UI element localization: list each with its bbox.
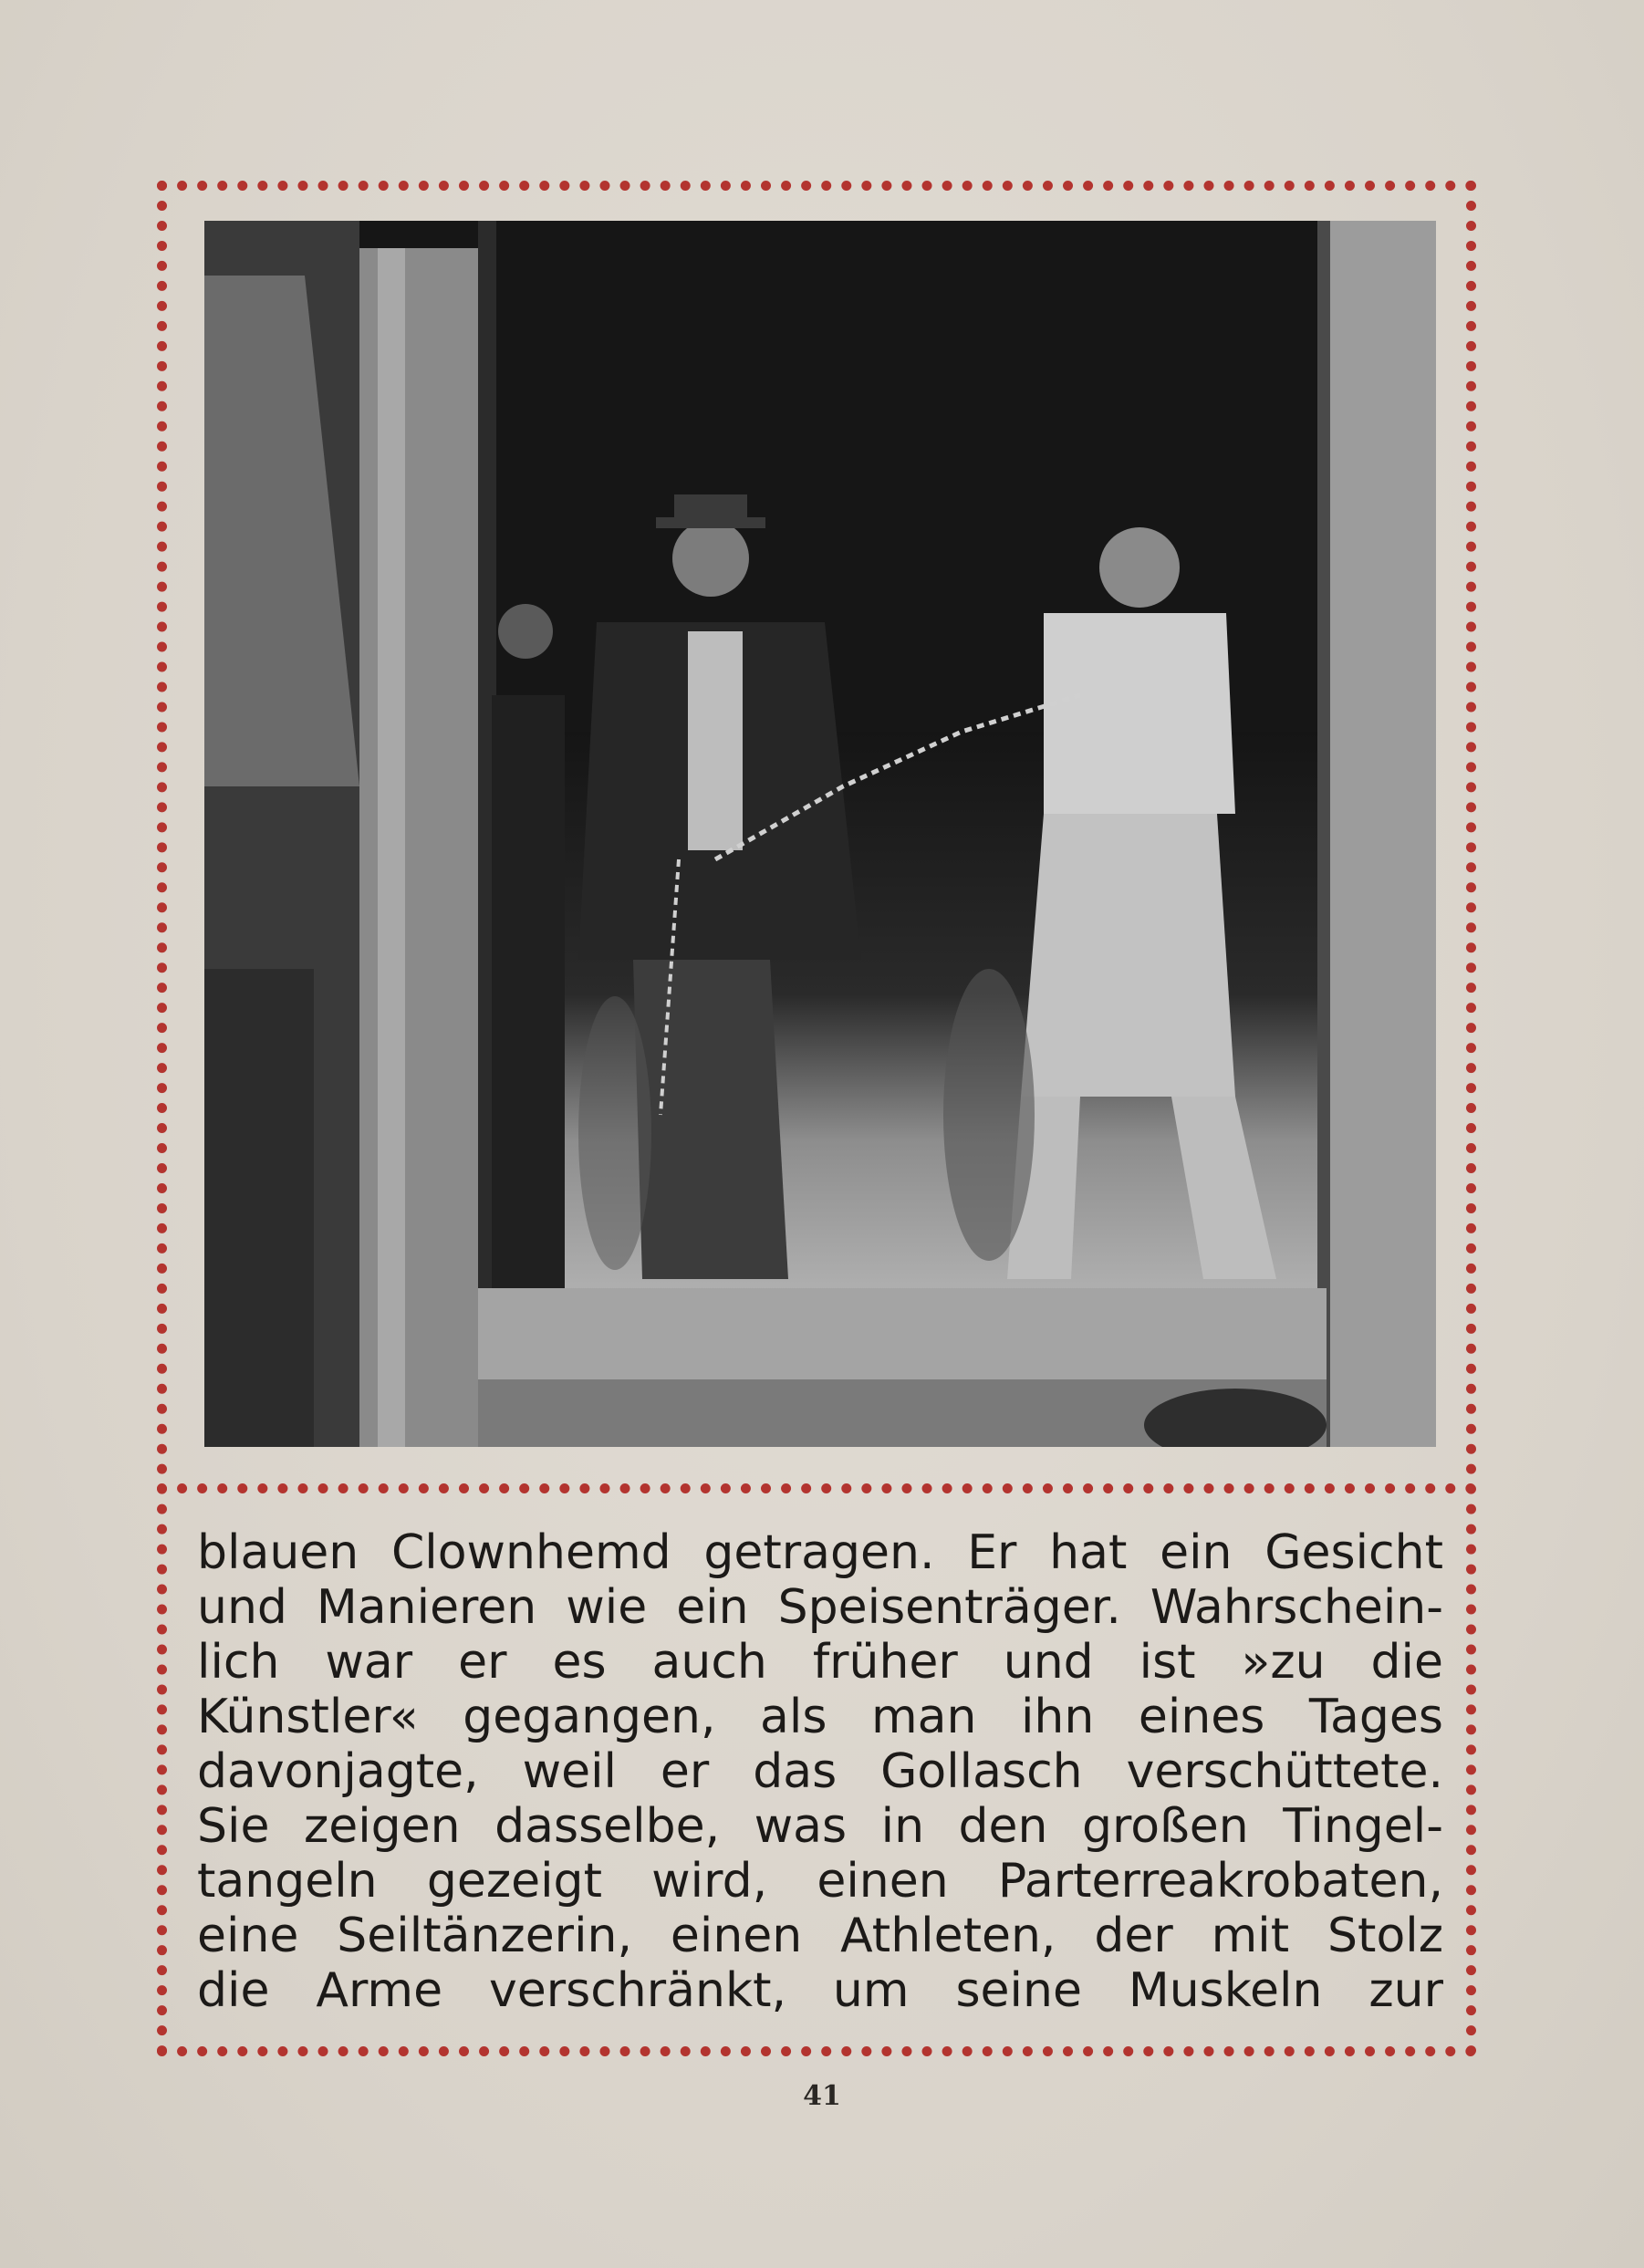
text-line: und Manieren wie ein Speisenträger. Wahrschein-	[197, 1580, 1443, 1635]
text-line: Sie zeigen dasselbe, was in den großen Tingel-	[197, 1799, 1443, 1854]
body-text	[197, 1525, 1443, 2018]
text-line: blauen Clownhemd getragen. Er hat ein Gesicht	[197, 1525, 1443, 1580]
text-line: die Arme verschränkt, um seine Muskeln zur	[197, 1963, 1443, 2018]
text-line: davonjagte, weil er das Gollasch verschüttete.	[197, 1744, 1443, 1799]
page-number: 41	[803, 2080, 841, 2112]
text-line: lich war er es auch früher und ist »zu die	[197, 1635, 1443, 1690]
photograph	[204, 221, 1436, 1447]
text-line: Künstler« gegangen, als man ihn eines Tages	[197, 1690, 1443, 1744]
text-line: eine Seiltänzerin, einen Athleten, der mit Stolz	[197, 1909, 1443, 1963]
text-line: tangeln gezeigt wird, einen Parterreakrobaten,	[197, 1854, 1443, 1909]
dotted-divider	[157, 1483, 1476, 1493]
